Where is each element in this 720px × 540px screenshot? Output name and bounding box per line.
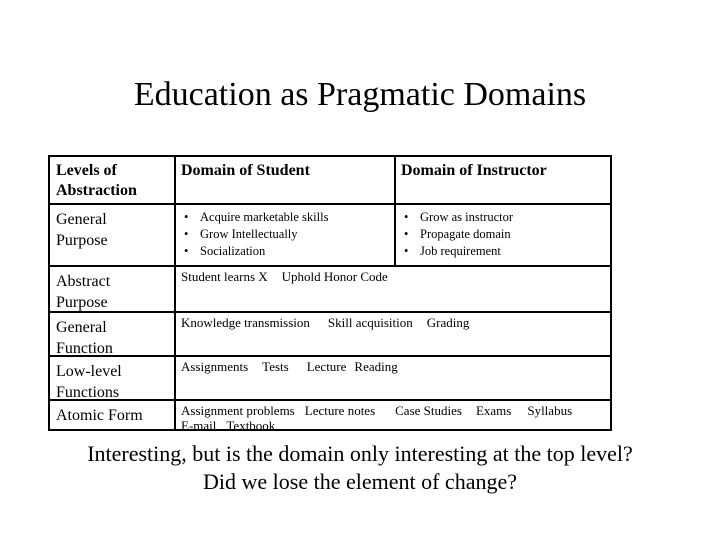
table-header-row (50, 157, 610, 203)
row-label-general-function: General Function (50, 313, 176, 357)
slide-title: Education as Pragmatic Domains (133, 76, 587, 113)
row-low-level-functions (50, 355, 610, 401)
row-label-low-level-functions: Low-level Functions (50, 357, 176, 401)
row-label-abstract-purpose: Abstract Purpose (50, 267, 176, 313)
list-item: • Grow Intellectually (181, 226, 394, 243)
header-levels-of-abstraction: Levels of Abstraction (50, 157, 176, 203)
caption-line-2: Did we lose the element of change? (203, 469, 517, 494)
list-item: • Acquire marketable skills (181, 209, 394, 226)
low-level-functions-cell: Assignments Tests Lecture Reading (181, 359, 398, 374)
abstract-purpose-cell: Student learns X Uphold Honor Code (181, 269, 388, 284)
atomic-form-cell: Assignment problems Lecture notes Case Studies Exams Syllabus E-mail Textbook (181, 403, 573, 433)
list-item: • Propagate domain (401, 226, 610, 243)
student-goals-cell (176, 205, 396, 267)
row-general-purpose (50, 203, 610, 267)
domains-table (48, 155, 612, 431)
caption-line-1: Interesting, but is the domain only interesting at the top level? (87, 441, 633, 466)
row-atomic-form (50, 399, 610, 433)
header-domain-of-instructor: Domain of Instructor (401, 162, 547, 179)
list-item: • Grow as instructor (401, 209, 610, 226)
header-domain-of-student: Domain of Student (176, 157, 396, 203)
list-item: • Job requirement (401, 243, 610, 260)
row-label-atomic-form: Atomic Form (50, 401, 176, 429)
row-abstract-purpose (50, 265, 610, 313)
list-item: • Socialization (181, 243, 394, 260)
general-function-cell: Knowledge transmission Skill acquisition Grading (181, 315, 470, 330)
row-label-general-purpose: General Purpose (50, 205, 176, 267)
instructor-goals-cell (396, 205, 610, 267)
row-general-function (50, 311, 610, 357)
slide-caption (0, 440, 720, 496)
